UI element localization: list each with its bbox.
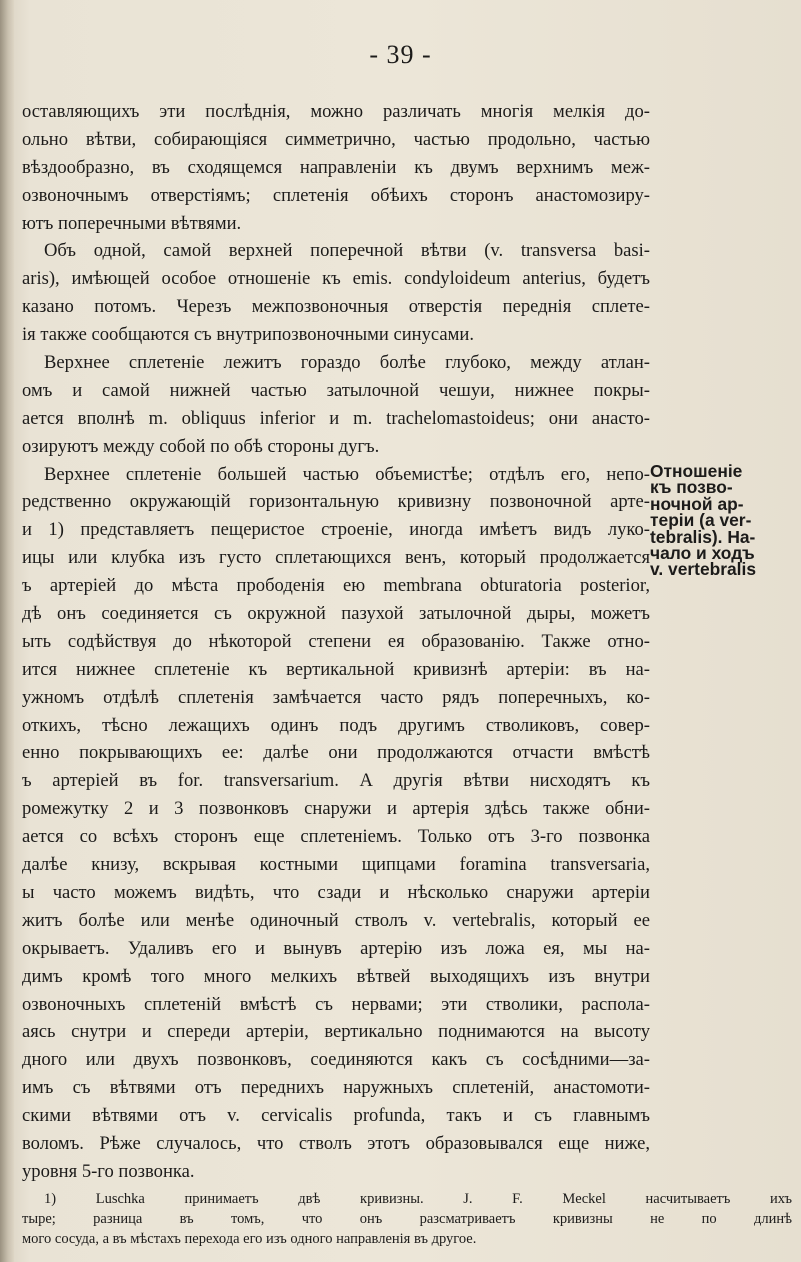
text-line: оставляющихъ эти послѣднія, можно различать многія мелкія до- — [22, 101, 650, 122]
text-line: ромежутку 2 и 3 позвонковъ снаружи и артерія здѣсь также обни- — [22, 798, 650, 820]
text-line: скими вѣтвями отъ v. cervicalis profunda, такъ и съ главнымъ — [22, 1105, 650, 1127]
text-line: aris), имѣющей особое отношеніе къ emis. condyloideum anterius, будетъ — [22, 268, 650, 290]
text-line: омъ и самой нижней частью затылочной чешуи, нижнее покры- — [22, 379, 650, 401]
margin-note-line: къ позво- — [650, 477, 733, 498]
text-line: ается со всѣхъ сторонъ еще сплетеніемъ. Только отъ 3-го позвонка — [22, 826, 650, 848]
text-line: казано потомъ. Черезъ межпозвоночныя отверстія переднія сплете- — [22, 296, 650, 318]
text-line: воломъ. Рѣже случалось, что стволъ этотъ образовывался еще ниже, — [22, 1132, 650, 1154]
footnote-line: мого сосуда, а въ мѣстахъ перехода его изъ одного направленія въ другое. — [22, 1231, 477, 1247]
main-text — [22, 98, 650, 1186]
text-line: редственно окружающій горизонтальную кривизну позвоночной арте- — [22, 491, 650, 513]
text-line: ъ артеріей въ for. transversarium. А другія вѣтви нисходятъ къ — [22, 770, 650, 792]
margin-note-line: теріи (a ver- — [650, 510, 752, 531]
text-line: озируютъ между собой по обѣ стороны дугъ. — [22, 435, 380, 457]
margin-note — [650, 463, 800, 578]
text-line: ютъ поперечными вѣтвями. — [22, 212, 242, 234]
text-line: окрываетъ. Удаливъ его и вынувъ артерію изъ ложа ея, мы на- — [22, 937, 650, 959]
text-line: димъ кромѣ того много мелкихъ вѣтвей выходящихъ изъ внутри — [22, 965, 650, 987]
text-line: уровня 5-го позвонка. — [22, 1160, 195, 1182]
margin-note-line: чало и ходъ — [650, 542, 755, 563]
text-line: ольно вѣтви, собирающіяся симметрично, частью продольно, частью — [22, 128, 650, 150]
text-line: Верхнее сплетеніе большей частью объемистѣе; отдѣлъ его, непо- — [44, 463, 650, 485]
text-line: ицы или клубка изъ густо сплетающихся венъ, который продолжается — [22, 547, 650, 569]
text-line: Верхнее сплетеніе лежитъ гораздо болѣе глубоко, между атлан- — [44, 352, 650, 374]
text-line: житъ болѣе или менѣе одиночный стволъ v. vertebralis, который ее — [22, 909, 650, 931]
footnote-line: тыре; разница въ томъ, что онъ разсматриваетъ кривизны не по длинѣ — [22, 1211, 792, 1227]
text-line: ается вполнѣ m. obliquus inferior и m. trachelomastoideus; они анасто- — [22, 407, 650, 429]
text-line: откихъ, тѣсно лежащихъ одинъ подъ другимъ стволиковъ, совер- — [22, 714, 650, 736]
footnote — [22, 1189, 792, 1249]
margin-note-line: v. vertebralis — [650, 559, 757, 580]
book-spine-shadow — [0, 0, 14, 1262]
text-line: ужномъ отдѣлѣ сплетенія замѣчается часто рядъ поперечныхъ, ко- — [22, 686, 650, 708]
page-number: - 39 - — [369, 40, 432, 69]
text-line: Объ одной, самой верхней поперечной вѣтви (v. transversa basi- — [44, 240, 650, 262]
text-line: ится нижнее сплетеніе къ вертикальной кривизнѣ артеріи: въ на- — [22, 658, 650, 680]
text-line: дного или двухъ позвонковъ, соединяются какъ съ сосѣдними—за- — [22, 1049, 650, 1071]
text-line: имъ съ вѣтвями отъ переднихъ наружныхъ сплетеній, анастомоти- — [22, 1077, 650, 1099]
text-line: и 1) представляетъ пещеристое строеніе, иногда имѣетъ видъ луко- — [22, 519, 650, 541]
text-line: далѣе книзу, вскрывая костными щипцами foramina transversaria, — [22, 854, 650, 876]
margin-note-line: Отношеніе — [650, 461, 743, 481]
text-line: ыть содѣйствуя до нѣкоторой степени ея образованію. Также отно- — [22, 630, 650, 652]
text-line: вѣздообразно, въ сходящемся направленіи къ двумъ верхнимъ меж- — [22, 156, 650, 178]
footnote-line: 1) Luschka принимаетъ двѣ кривизны. J. F. Meckel насчитываетъ ихъ — [44, 1191, 792, 1207]
text-line: енно покрывающихъ ее: далѣе они продолжаются отчасти вмѣстѣ — [22, 742, 650, 764]
text-line: озвоночныхъ сплетеній вмѣстѣ съ нервами; эти стволики, распола- — [22, 993, 650, 1015]
text-line: дѣ онъ соединяется съ окружной пазухой затылочной дыры, можетъ — [22, 603, 650, 625]
text-line: ія также сообщаются съ внутрипозвоночными синусами. — [22, 324, 474, 346]
margin-note-line: ночной ар- — [650, 493, 744, 514]
text-line: аясь снутри и спереди артеріи, вертикально поднимаются на высоту — [22, 1021, 650, 1043]
text-line: озвоночнымъ отверстіямъ; сплетенія обѣихъ сторонъ анастомозиру- — [22, 184, 650, 206]
text-line: ы часто можемъ видѣть, что сзади и нѣсколько снаружи артеріи — [22, 881, 650, 903]
margin-note-line: tebralis). На- — [650, 526, 756, 547]
text-line: ъ артеріей до мѣста прободенія ею membrana obturatoria posterior, — [22, 575, 650, 597]
